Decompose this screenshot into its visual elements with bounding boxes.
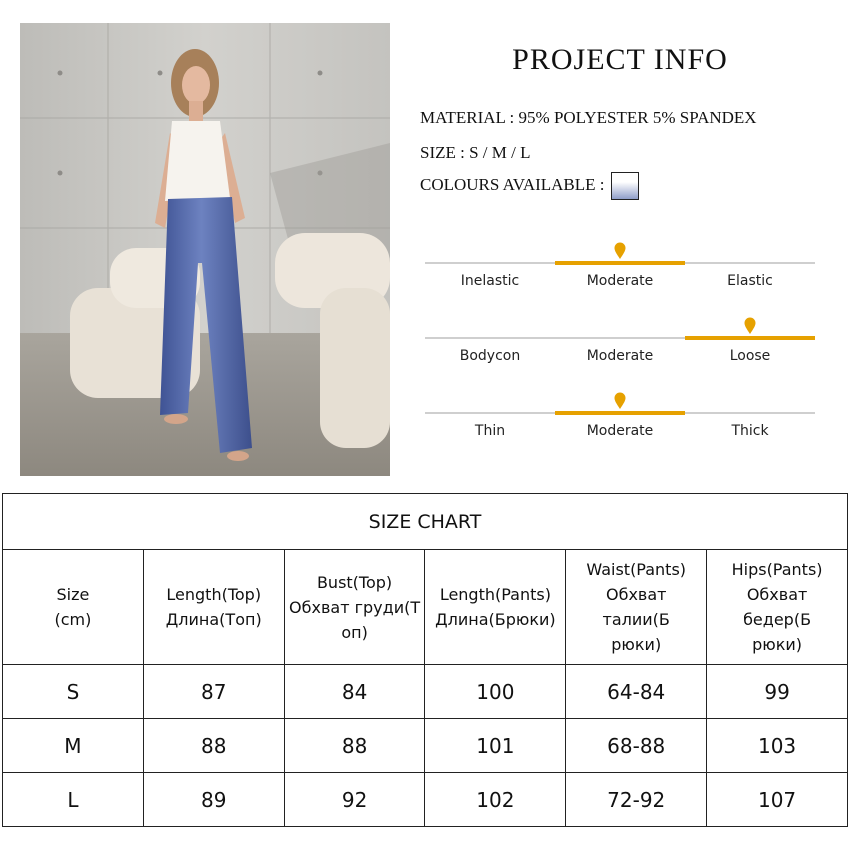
scale-label-mid: Moderate xyxy=(586,348,654,364)
size-line: SIZE : S / M / L xyxy=(420,143,531,162)
size-chart-title: SIZE CHART xyxy=(3,494,848,550)
elasticity-scale xyxy=(425,240,815,300)
header-hips-pants xyxy=(707,550,848,665)
table-cell: 84 xyxy=(284,665,425,719)
header-line: Длина(Брюки) xyxy=(435,610,556,629)
header-line: Length(Pants) xyxy=(439,585,551,604)
table-cell: 107 xyxy=(707,773,848,827)
fit-scale xyxy=(425,315,815,375)
project-info-title: PROJECT INFO xyxy=(512,43,728,76)
scale-pin-icon xyxy=(613,392,627,410)
table-cell: 72-92 xyxy=(566,773,707,827)
header-line: Bust(Top) xyxy=(316,572,393,592)
header-line: Length(Top) xyxy=(166,585,262,604)
material-line: MATERIAL : 95% POLYESTER 5% SPANDEX xyxy=(420,108,757,127)
table-cell: 68-88 xyxy=(566,719,707,773)
colours-line xyxy=(420,172,639,200)
header-line: Waist(Pants) xyxy=(586,560,687,579)
header-line: рюки) xyxy=(611,635,662,654)
scale-label-low: Thin xyxy=(474,423,506,439)
table-cell: 88 xyxy=(143,719,284,773)
scale-highlight xyxy=(685,336,815,340)
table-cell: 92 xyxy=(284,773,425,827)
table-cell: L xyxy=(3,773,144,827)
scale-pin-icon xyxy=(613,242,627,260)
scale-label-mid: Moderate xyxy=(586,423,654,439)
header-line: Size xyxy=(56,585,90,604)
size-chart-title-row xyxy=(3,494,848,550)
table-cell: 88 xyxy=(284,719,425,773)
table-cell: 87 xyxy=(143,665,284,719)
scale-highlight xyxy=(555,411,685,415)
header-waist-pants xyxy=(566,550,707,665)
table-row xyxy=(3,719,848,773)
colour-swatch xyxy=(611,172,639,200)
scale-pin-icon xyxy=(743,317,757,335)
header-line: Обхват бедер(Б xyxy=(743,585,812,629)
table-row xyxy=(3,665,848,719)
scale-label-high: Elastic xyxy=(727,273,773,289)
header-bust-top xyxy=(284,550,425,665)
product-photo xyxy=(20,23,390,476)
scale-label-low: Inelastic xyxy=(460,273,520,289)
header-line: Обхват груди(Т xyxy=(289,597,421,617)
scale-highlight xyxy=(555,261,685,265)
table-cell: 102 xyxy=(425,773,566,827)
colours-label: COLOURS AVAILABLE : xyxy=(420,174,605,194)
scale-label-mid: Moderate xyxy=(586,273,654,289)
table-cell: 89 xyxy=(143,773,284,827)
scale-label-high: Thick xyxy=(731,423,769,439)
header-length-pants xyxy=(425,550,566,665)
table-row xyxy=(3,773,848,827)
size-chart-table xyxy=(2,493,848,827)
header-line: оп) xyxy=(341,622,368,642)
scale-label-high: Loose xyxy=(729,348,771,364)
table-cell: 99 xyxy=(707,665,848,719)
scale-label-low: Bodycon xyxy=(459,348,521,364)
header-line: Длина(Топ) xyxy=(165,610,262,629)
header-line: (cm) xyxy=(54,610,92,629)
table-cell: 103 xyxy=(707,719,848,773)
table-cell: 64-84 xyxy=(566,665,707,719)
header-length-top xyxy=(143,550,284,665)
header-line: Hips(Pants) xyxy=(731,560,823,579)
header-size xyxy=(3,550,144,665)
table-cell: 100 xyxy=(425,665,566,719)
size-chart-header-row xyxy=(3,550,848,665)
header-line: рюки) xyxy=(752,635,803,654)
table-cell: S xyxy=(3,665,144,719)
thickness-scale xyxy=(425,390,815,450)
header-line: Обхват талии(Б xyxy=(602,585,670,629)
table-cell: 101 xyxy=(425,719,566,773)
table-cell: M xyxy=(3,719,144,773)
